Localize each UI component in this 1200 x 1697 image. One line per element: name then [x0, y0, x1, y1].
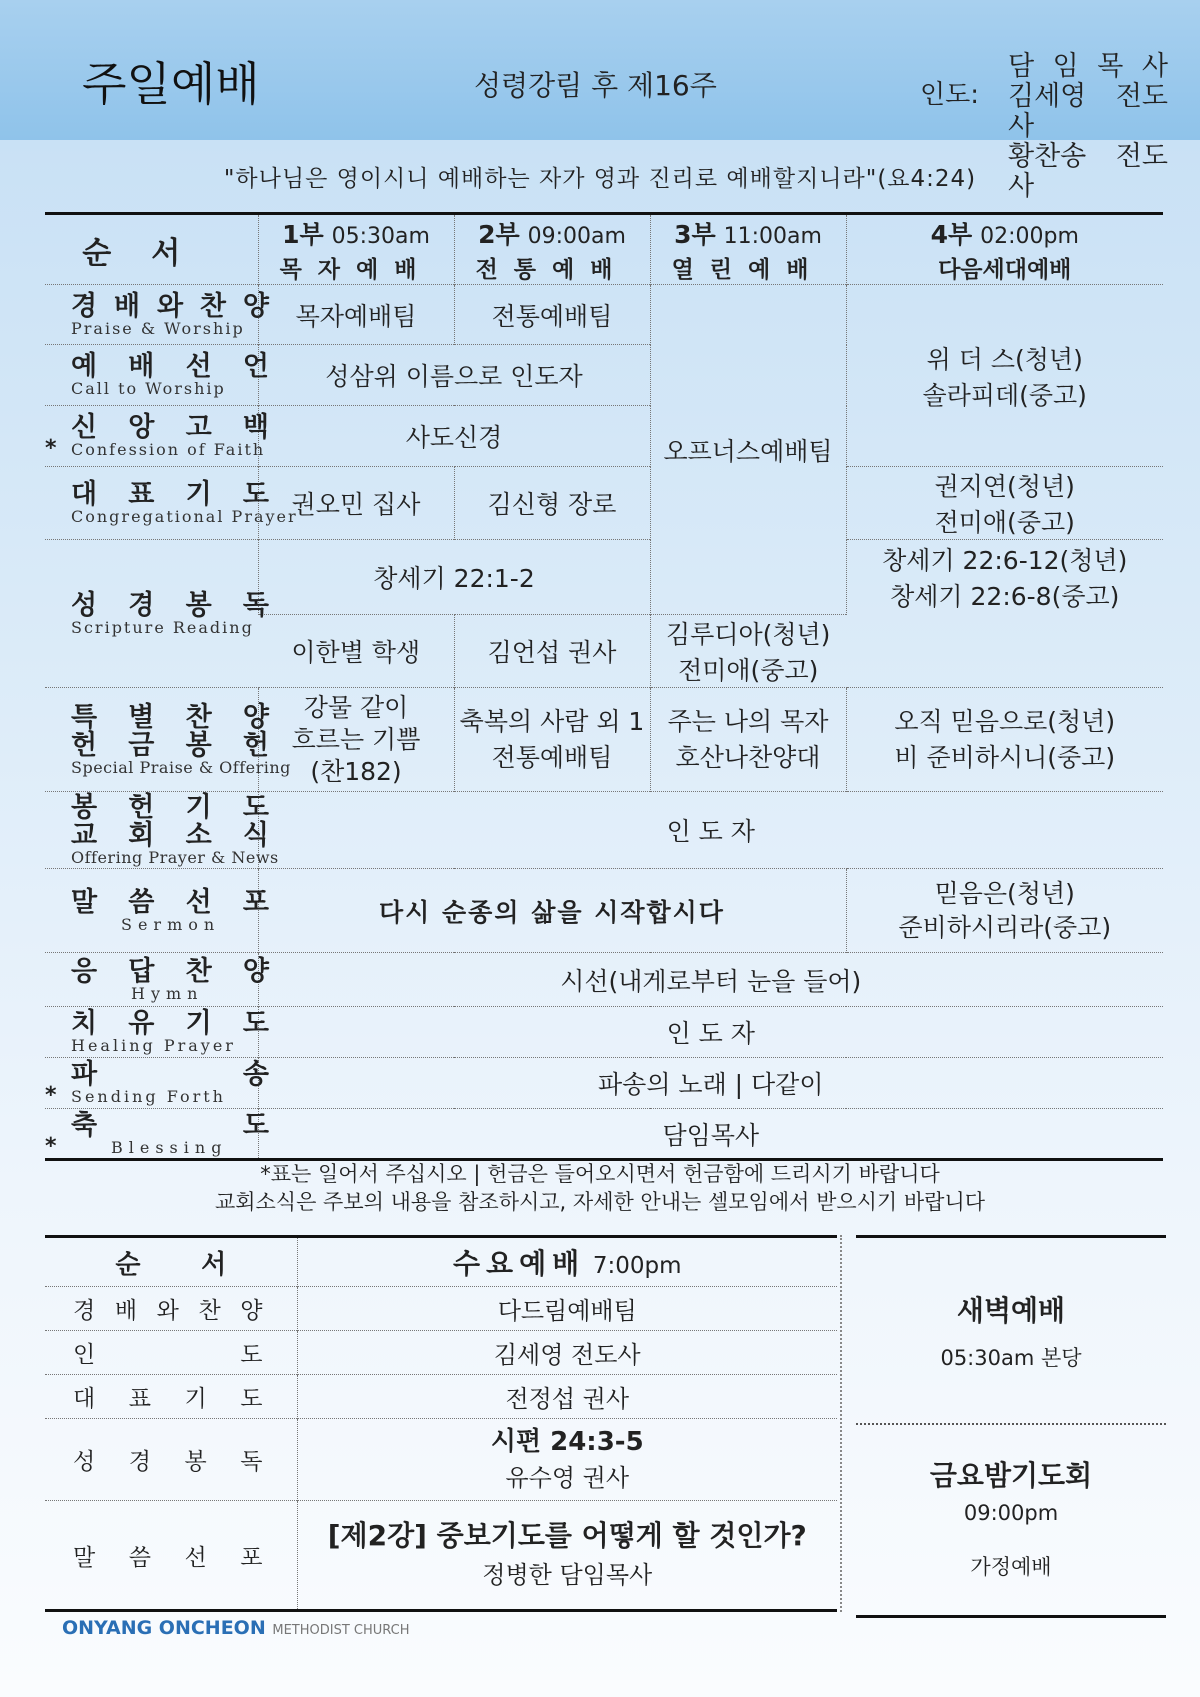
wed-value: 시편 24:3-5 유수영 권사: [297, 1419, 837, 1501]
order-healing: 치 유 기 도 Healing Prayer: [45, 1007, 258, 1058]
order-sermon: 말 씀 선 포 Sermon: [45, 869, 258, 953]
wed-service-header: 수요예배 7:00pm: [297, 1237, 837, 1287]
cell: 주는 나의 목자 호산나찬양대: [650, 688, 846, 792]
wed-label: 인 도: [45, 1331, 297, 1375]
notice-line: 교회소식은 주보의 내용을 참조하시고, 자세한 안내는 셀모임에서 받으시기 바랍니다: [214, 1190, 986, 1214]
divider: [840, 1235, 842, 1612]
order-prayer: 대 표 기 도 Congregational Prayer: [45, 467, 258, 540]
sermon-title: 다시 순종의 삶을 시작합시다: [258, 869, 846, 953]
page-title: 주일예배: [82, 57, 260, 111]
service-2-header: 2부 09:00am 전통예배: [454, 214, 650, 285]
stand-marker: *: [45, 436, 57, 461]
friday-time: 09:00pm: [963, 1500, 1059, 1525]
service-4-header: 4부 02:00pm 다음세대예배: [846, 214, 1163, 285]
cell: 권오민 집사: [258, 467, 454, 540]
cell: 위 더 스(청년) 솔라피데(중고): [846, 285, 1163, 467]
sunday-order-table: [45, 212, 1163, 1161]
cell: 믿음은(청년) 준비하시리라(중고): [846, 869, 1163, 953]
cell: 파송의 노래 | 다같이: [258, 1058, 1163, 1109]
cell: 시선(내게로부터 눈을 들어): [258, 953, 1163, 1007]
cell: 인 도 자: [258, 792, 1163, 869]
cell: 권지연(청년) 전미애(중고): [846, 467, 1163, 540]
church-logo: ONYANG ONCHEON METHODIST CHURCH: [62, 1617, 410, 1639]
scripture-verse: "하나님은 영이시니 예배하는 자가 영과 진리로 예배할지니라"(요4:24): [223, 166, 977, 192]
dawn-title: 새벽예배: [956, 1293, 1066, 1327]
order-ko: 경 배 와 찬 양: [71, 290, 269, 322]
cell: 강물 같이 흐르는 기쁨 (찬182): [258, 688, 454, 792]
leader-item: 김세영 전도사: [1008, 81, 1168, 142]
wed-label: 경 배 와 찬 양: [45, 1287, 297, 1331]
service-3-header: 3부 11:00am 열린예배: [650, 214, 846, 285]
side-services: [856, 1235, 1166, 1618]
stand-marker: *: [45, 1083, 57, 1108]
friday-info: 가정예배: [970, 1554, 1052, 1579]
cell: 인 도 자: [258, 1007, 1163, 1058]
dawn-info: 05:30am 본당: [940, 1345, 1082, 1370]
cell: 전통예배팀: [454, 285, 650, 345]
order-special: 특 별 찬 양 헌 금 봉 헌 Special Praise & Offering: [45, 688, 258, 792]
notice-line: *표는 일어서 주십시오 | 헌금은 들어오시면서 헌금함에 드리시기 바랍니다: [260, 1162, 940, 1186]
cell: 담임목사: [258, 1109, 1163, 1160]
wed-value: 김세영 전도사: [297, 1331, 837, 1375]
leader-label: 인도:: [920, 80, 979, 110]
cell: 김신형 장로: [454, 467, 650, 540]
cell: 오직 믿음으로(청년) 비 준비하시니(중고): [846, 688, 1163, 792]
wed-value: [제2강] 중보기도를 어떻게 할 것인가? 정병한 담임목사: [297, 1501, 837, 1611]
friday-service: [856, 1423, 1166, 1610]
wed-order-header: 순 서: [115, 1249, 227, 1280]
leader-item: 황찬송 전도사: [1008, 141, 1168, 202]
cell: 창세기 22:1-2: [258, 540, 650, 615]
cell: 김언섭 권사: [454, 615, 650, 688]
stand-marker: *: [45, 1133, 57, 1159]
service-1-header: 1부 05:30am 목자예배: [258, 214, 454, 285]
order-offering: 봉 헌 기 도 교 회 소 식 Offering Prayer & News: [45, 792, 258, 869]
order-blessing: * 축 도 Blessing: [45, 1109, 269, 1159]
wed-value: 전정섭 권사: [297, 1375, 837, 1419]
order-call: 예 배 선 언 Call to Worship: [45, 345, 258, 406]
wed-label: 말 씀 선 포: [45, 1501, 297, 1611]
order-confession: * 신 앙 고 백 Confession of Faith: [45, 406, 258, 467]
dawn-service: [856, 1238, 1166, 1423]
friday-title: 금요밤기도회: [929, 1458, 1093, 1492]
cell: 오프너스예배팀: [650, 285, 846, 615]
liturgical-week: 성령강림 후 제16주: [474, 69, 717, 102]
order-worship: 경 배 와 찬 양 Praise & Worship: [45, 285, 258, 345]
cell: 김루디아(청년) 전미애(중고): [650, 615, 846, 688]
wed-value: 다드림예배팀: [297, 1287, 837, 1331]
cell: 성삼위 이름으로 인도자: [258, 345, 650, 406]
order-sending: * 파 송 Sending Forth: [45, 1059, 269, 1108]
cell: 목자예배팀: [258, 285, 454, 345]
order-scripture: 성 경 봉 독 Scripture Reading: [45, 540, 258, 688]
wed-label: 대 표 기 도: [45, 1375, 297, 1419]
order-header: 순서: [82, 235, 221, 271]
cell: 창세기 22:6-12(청년) 창세기 22:6-8(중고): [846, 540, 1163, 615]
cell: 이한별 학생: [258, 615, 454, 688]
cell: 사도신경: [258, 406, 650, 467]
notice: [0, 1160, 1200, 1216]
cell: 축복의 사람 외 1 전통예배팀: [454, 688, 650, 792]
leader-item: 담 임 목 사: [1008, 51, 1168, 82]
order-hymn: 응 답 찬 양 Hymn: [45, 953, 258, 1007]
wednesday-table: [45, 1235, 837, 1612]
wed-label: 성 경 봉 독: [45, 1419, 297, 1501]
